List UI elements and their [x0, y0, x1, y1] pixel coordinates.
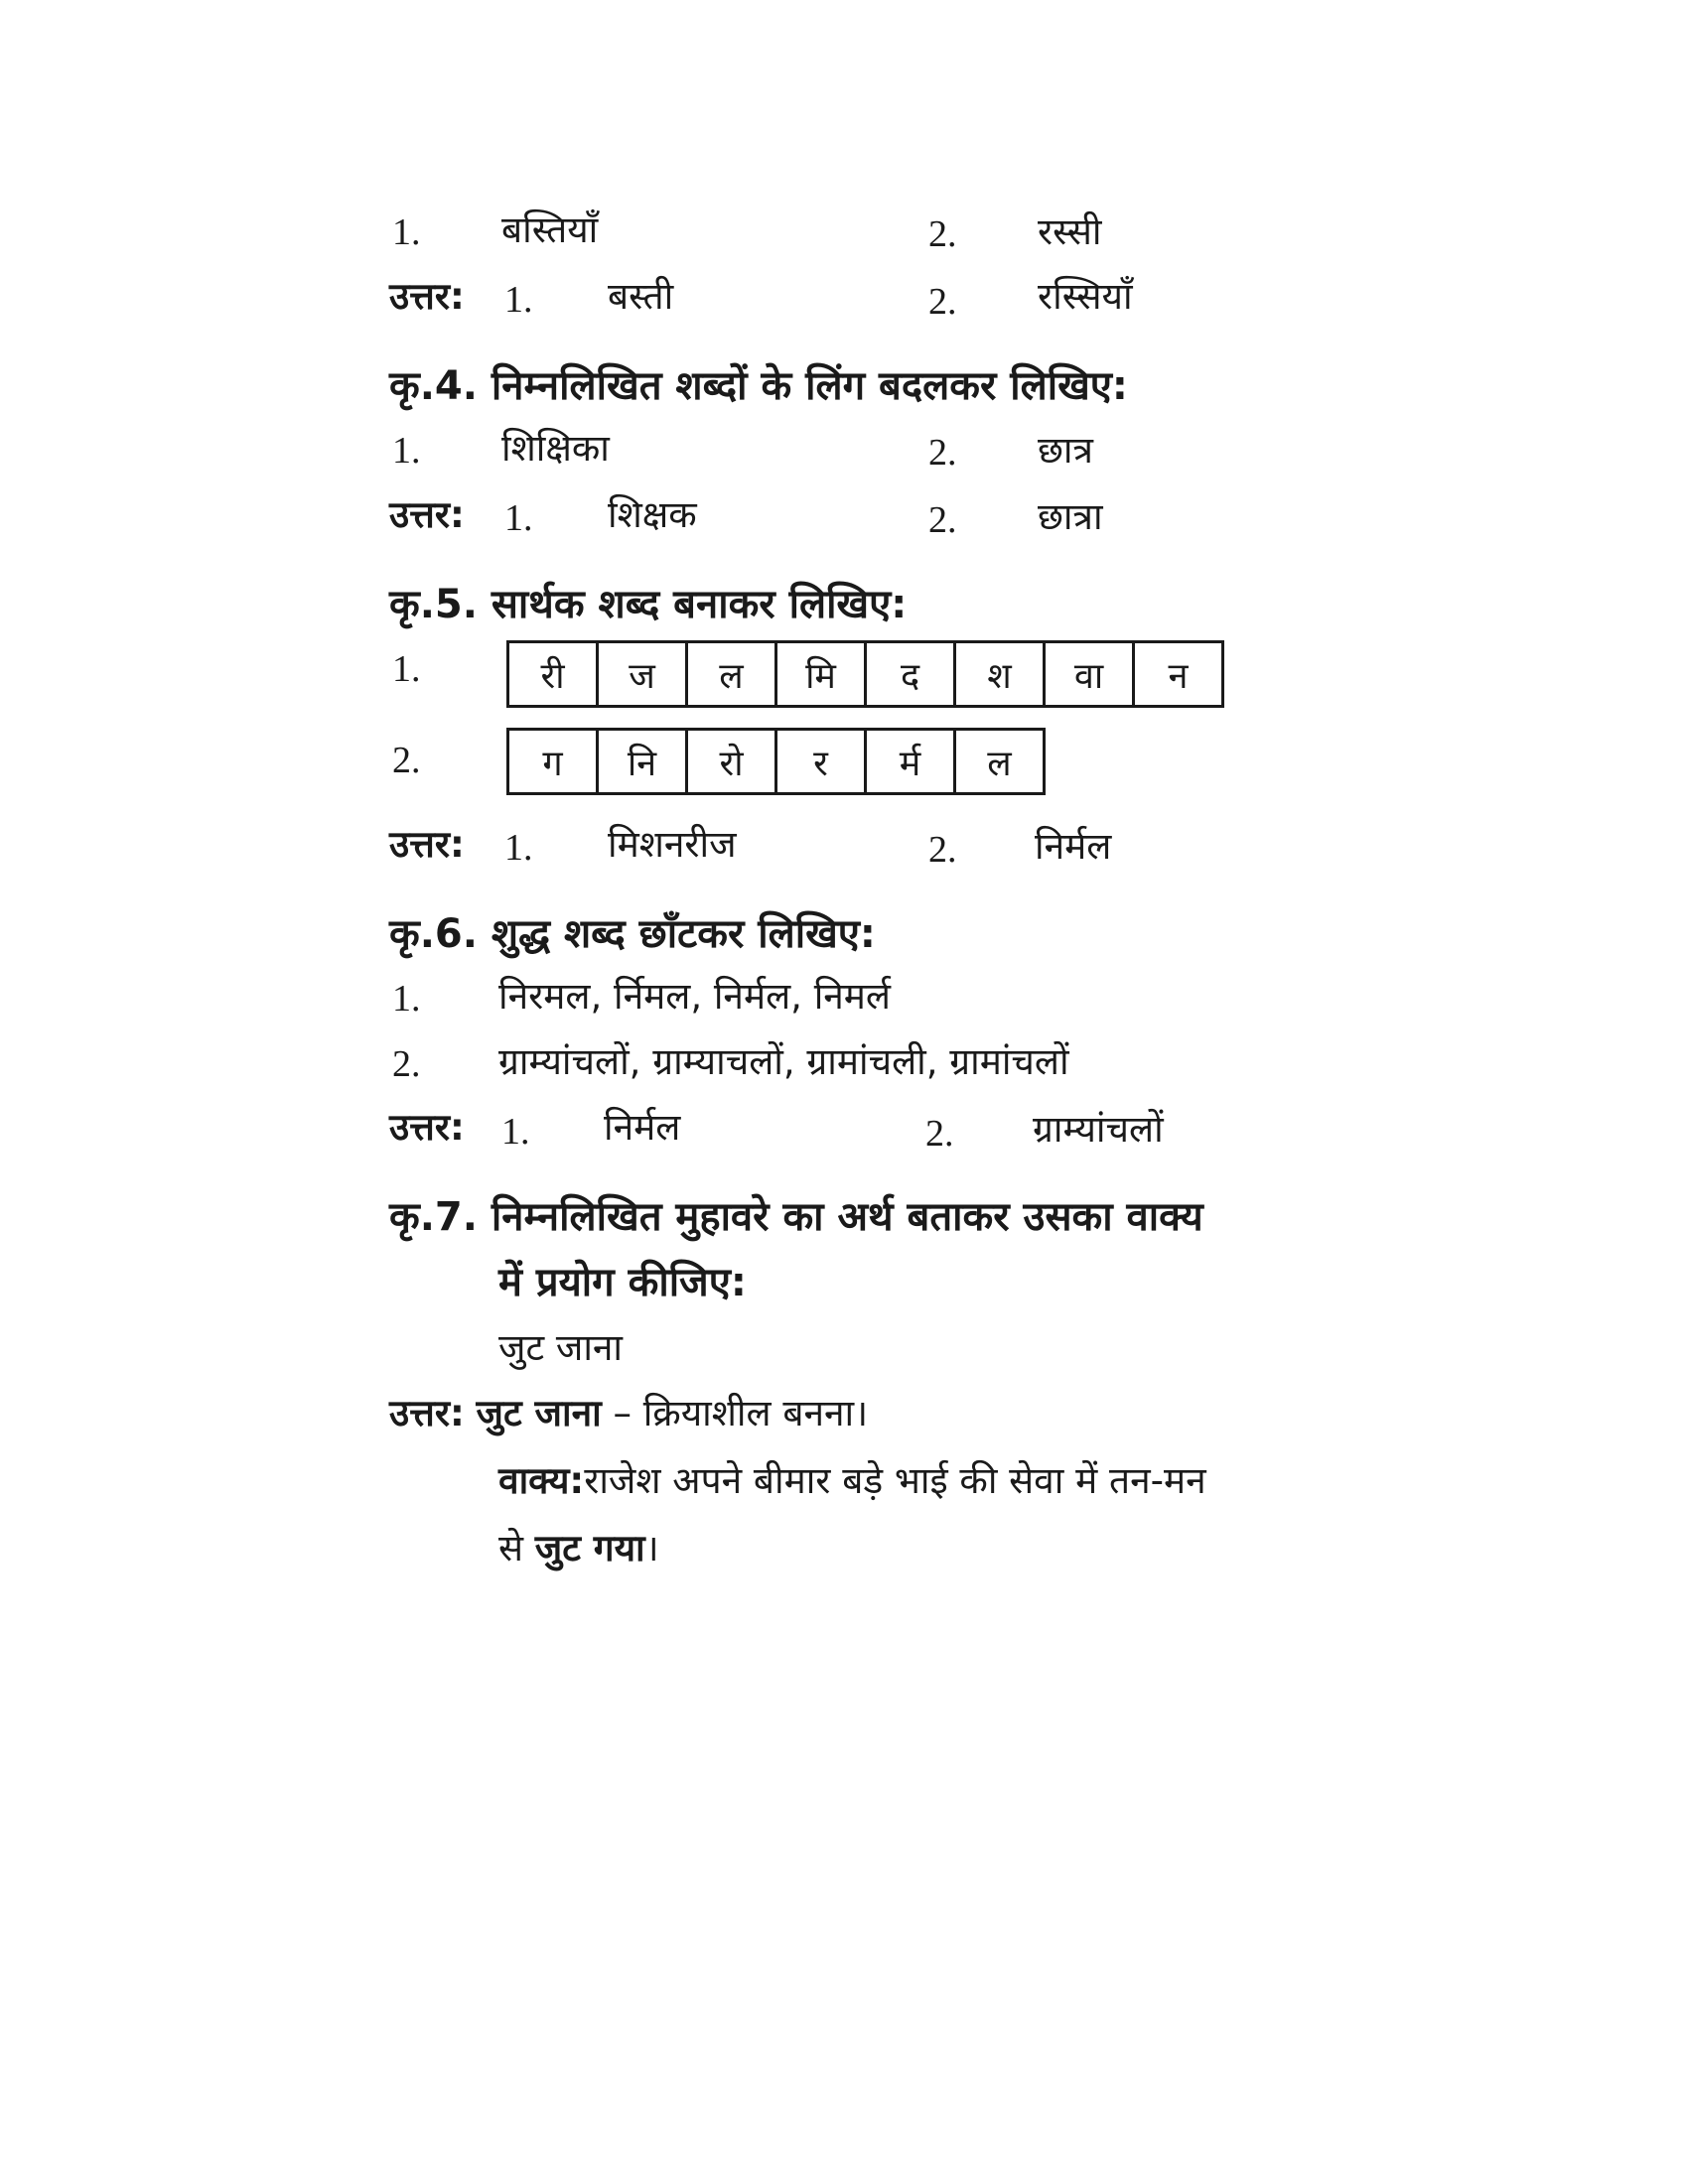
q5-puzzle-1-grid — [506, 640, 1224, 708]
q7-sentence-line2 — [498, 1525, 659, 1572]
q4-heading — [389, 360, 1128, 412]
q3-item-2-number: 2. — [928, 213, 957, 255]
q6-item-2-number: 2. — [392, 1043, 421, 1085]
q4-answer-2-word: छात्रा — [1038, 495, 1103, 538]
q7-idiom: जुट जाना — [498, 1326, 624, 1369]
q4-item-1-number: 1. — [392, 430, 421, 472]
q7-sentence-text-2: से — [498, 1527, 535, 1570]
q6-label: कृ.6. — [389, 911, 478, 957]
q5-answer-1-word: मिशनरीज — [608, 823, 737, 866]
q4-answer-1-word: शिक्षक — [608, 493, 697, 536]
q7-answer-idiom: जुट जाना — [476, 1392, 602, 1434]
letter-cell: द — [867, 643, 956, 705]
q4-item-2-number: 2. — [928, 432, 957, 474]
letter-cell: र्म — [867, 731, 956, 792]
q5-heading — [389, 579, 907, 630]
letter-cell: ज — [599, 643, 688, 705]
q3-item-1-number: 1. — [392, 211, 421, 253]
q5-answer-2-word: निर्मल — [1035, 825, 1112, 868]
letter-cell: ल — [688, 643, 777, 705]
q6-answer-1-number: 1. — [501, 1111, 530, 1153]
q4-label: कृ.4. — [389, 363, 478, 409]
q3-answer-label: उत्तर: — [389, 275, 465, 318]
q7-title-line2: में प्रयोग कीजिए: — [498, 1260, 747, 1305]
q6-item-2-options: ग्राम्यांचलों, ग्राम्याचलों, ग्रामांचली, ग्रामांचलों — [498, 1040, 1069, 1083]
q3-answer-1-number: 1. — [504, 279, 533, 321]
q7-sentence-bold: जुट गया — [534, 1527, 645, 1570]
q6-answer-2-number: 2. — [925, 1113, 954, 1155]
q6-answer-1-word: निर्मल — [604, 1106, 681, 1149]
q7-sentence-text-1: राजेश अपने बीमार बड़े भाई की सेवा में तन-मन — [584, 1459, 1206, 1502]
q6-answer-2-word: ग्राम्यांचलों — [1033, 1108, 1164, 1151]
q4-answer-2-number: 2. — [928, 499, 957, 541]
letter-cell: श — [956, 643, 1046, 705]
q5-label: कृ.5. — [389, 582, 478, 627]
letter-cell: ल — [987, 743, 1012, 784]
q5-answer-1-number: 1. — [504, 827, 533, 869]
q5-puzzle-2-grid — [506, 728, 1046, 795]
q5-puzzle-2-number: 2. — [392, 740, 421, 781]
q3-item-2-word: रस्सी — [1038, 210, 1102, 253]
q3-answer-1-word: बस्ती — [608, 275, 674, 318]
q6-item-1-options: निरमल, र्निमल, निर्मल, निमर्ल — [498, 975, 892, 1018]
q3-answer-2-word: रस्सियाँ — [1038, 275, 1133, 318]
q3-item-1-word: बस्तियाँ — [501, 208, 599, 251]
letter-cell: री — [509, 643, 599, 705]
letter-cell: न — [1168, 655, 1189, 697]
letter-cell: रो — [688, 731, 777, 792]
q6-item-1-number: 1. — [392, 978, 421, 1020]
q7-label: कृ.7. — [389, 1194, 478, 1240]
letter-cell: वा — [1046, 643, 1135, 705]
q7-answer-line — [389, 1390, 868, 1437]
letter-cell: ग — [509, 731, 599, 792]
letter-cell: नि — [599, 731, 688, 792]
q7-answer-label: उत्तर: — [389, 1392, 465, 1434]
q3-answer-2-number: 2. — [928, 281, 957, 323]
q7-title-line1: निम्नलिखित मुहावरे का अर्थ बताकर उसका वाक्य — [491, 1194, 1203, 1240]
q5-answer-2-number: 2. — [928, 829, 957, 871]
q5-answer-label: उत्तर: — [389, 823, 465, 866]
q7-heading — [389, 1191, 1203, 1243]
q4-title: निम्नलिखित शब्दों के लिंग बदलकर लिखिए: — [491, 363, 1128, 409]
letter-cell: र — [777, 731, 867, 792]
q4-item-1-word: शिक्षिका — [501, 427, 610, 470]
q5-title: सार्थक शब्द बनाकर लिखिए: — [491, 582, 908, 627]
letter-cell: मि — [777, 643, 867, 705]
q5-puzzle-1-number: 1. — [392, 648, 421, 690]
q6-title: शुद्ध शब्द छाँटकर लिखिए: — [491, 911, 876, 957]
q7-sentence-label: वाक्य: — [498, 1459, 585, 1502]
q7-sentence-end: । — [644, 1527, 659, 1570]
q6-heading — [389, 908, 876, 960]
q4-answer-1-number: 1. — [504, 497, 533, 539]
q7-answer-meaning: – क्रियाशील बनना। — [601, 1392, 869, 1434]
q7-sentence-line1 — [498, 1457, 1206, 1505]
q6-answer-label: उत्तर: — [389, 1106, 465, 1149]
q4-answer-label: उत्तर: — [389, 493, 465, 536]
q4-item-2-word: छात्र — [1038, 429, 1093, 472]
